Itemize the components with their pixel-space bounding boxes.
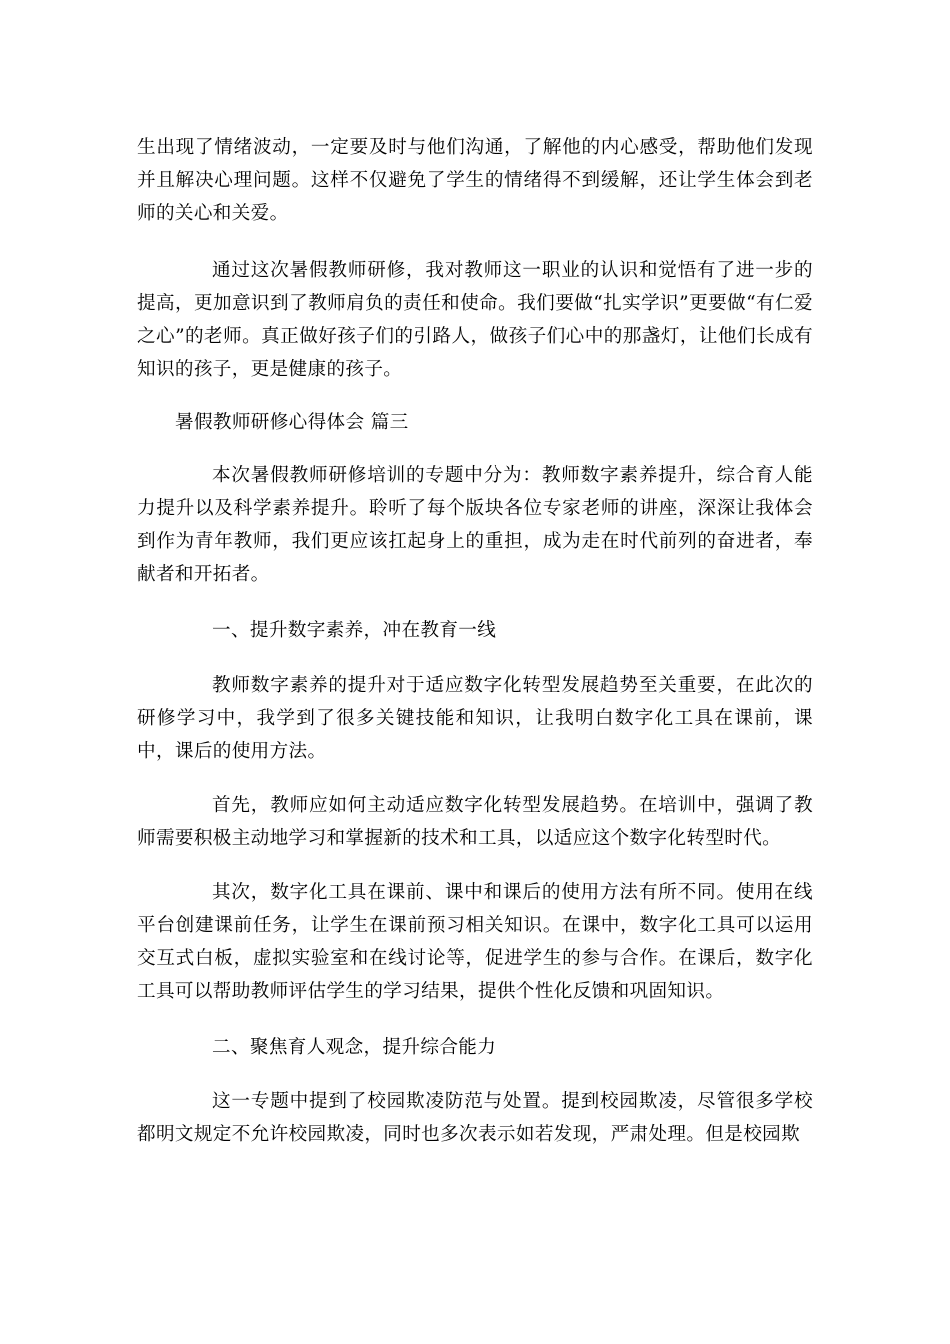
paragraph-campus-bullying: 这一专题中提到了校园欺凌防范与处置。提到校园欺凌，尽管很多学校都明文规定不允许校园欺凌，同时也多次表示如若发现，严肃处理。但是校园欺	[137, 1091, 813, 1145]
subheading-education-concept: 二、聚焦育人观念，提升综合能力	[212, 1037, 497, 1058]
paragraph-reflection: 通过这次暑假教师研修，我对教师这一职业的认识和觉悟有了进一步的提高，更加意识到了教师肩负的责任和使命。我们要做“扎实学识”更要做“有仁爱之心”的老师。真正做好孩子们的引路人，做孩子们心中的那盏灯，让他们长成有知识的孩子，更是健康的孩子。	[137, 260, 813, 380]
subheading-digital-literacy: 一、提升数字素养，冲在教育一线	[212, 620, 497, 641]
paragraph-first: 首先，教师应如何主动适应数字化转型发展趋势。在培训中，强调了教师需要积极主动地学习和掌握新的技术和工具，以适应这个数字化转型时代。	[137, 795, 813, 849]
paragraph-digital-literacy: 教师数字素养的提升对于适应数字化转型发展趋势至关重要，在此次的研修学习中，我学到了很多关键技能和知识，让我明白数字化工具在课前，课中，课后的使用方法。	[137, 675, 813, 762]
section-title-part-three: 暑假教师研修心得体会 篇三	[175, 412, 409, 433]
paragraph-continuation: 生出现了情绪波动，一定要及时与他们沟通，了解他的内心感受，帮助他们发现并且解决心理问题。这样不仅避免了学生的情绪得不到缓解，还让学生体会到老师的关心和关爱。	[137, 137, 813, 224]
paragraph-training-topics: 本次暑假教师研修培训的专题中分为：教师数字素养提升，综合育人能力提升以及科学素养提升。聆听了每个版块各位专家老师的讲座，深深让我体会到作为青年教师，我们更应该扛起身上的重担，成为走在时代前列的奋进者，奉献者和开拓者。	[137, 465, 813, 585]
paragraph-second: 其次，数字化工具在课前、课中和课后的使用方法有所不同。使用在线平台创建课前任务，让学生在课前预习相关知识。在课中，数字化工具可以运用交互式白板，虚拟实验室和在线讨论等，促进学生的参与合作。在课后，数字化工具可以帮助教师评估学生的学习结果，提供个性化反馈和巩固知识。	[137, 882, 813, 1002]
